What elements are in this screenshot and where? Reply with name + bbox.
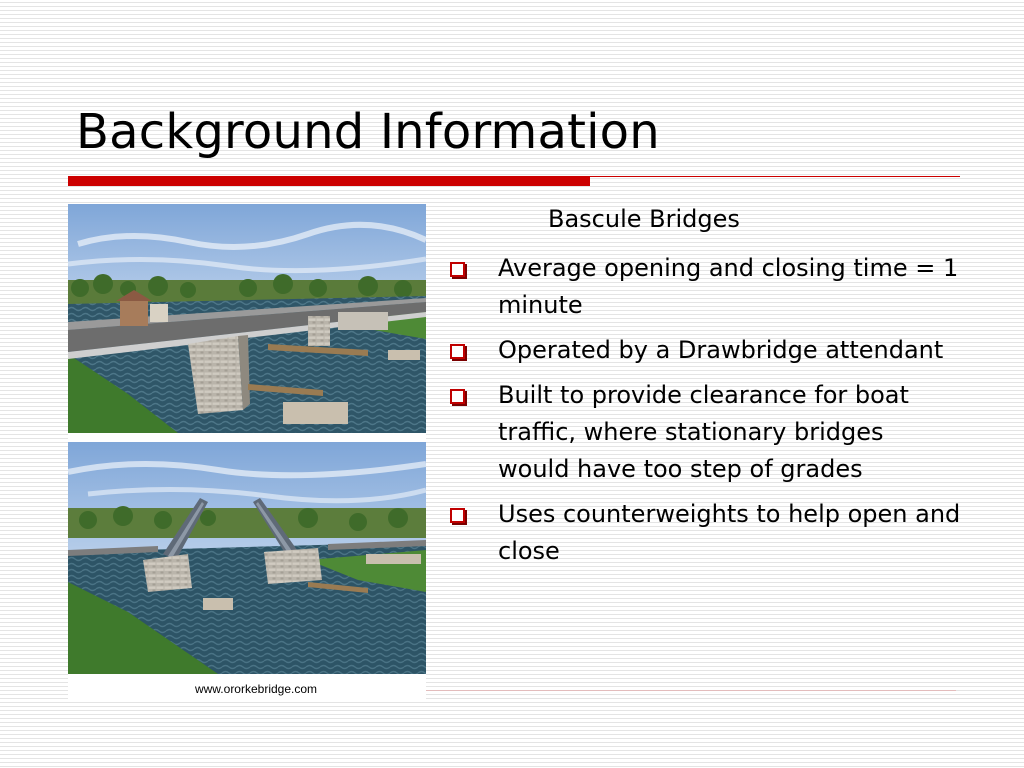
bullet-text: Average opening and closing time = 1 minute	[498, 254, 959, 319]
hollow-square-bullet-icon	[450, 344, 465, 359]
hollow-square-bullet-icon	[450, 389, 465, 404]
bullet-text: Built to provide clearance for boat traffic, where stationary bridges would have too step of grades	[498, 381, 909, 483]
subheading: Bascule Bridges	[548, 205, 740, 233]
bullet-item	[442, 496, 962, 570]
bascule-bridge-closed-image	[68, 204, 426, 433]
title-underline-thick	[68, 176, 590, 186]
bascule-bridge-open-image	[68, 442, 426, 674]
hollow-square-bullet-icon	[450, 262, 465, 277]
photo-panel	[68, 204, 426, 702]
bullet-item	[442, 332, 962, 369]
footer-divider	[426, 690, 956, 691]
bullet-item	[442, 250, 962, 324]
slide-title: Background Information	[76, 104, 660, 160]
bullet-item	[442, 377, 962, 488]
bullet-list	[442, 250, 962, 578]
bullet-text: Operated by a Drawbridge attendant	[498, 336, 944, 364]
title-underline-thin	[590, 176, 960, 177]
hollow-square-bullet-icon	[450, 508, 465, 523]
image-credit: www.ororkebridge.com	[194, 682, 318, 696]
bullet-text: Uses counterweights to help open and close	[498, 500, 961, 565]
